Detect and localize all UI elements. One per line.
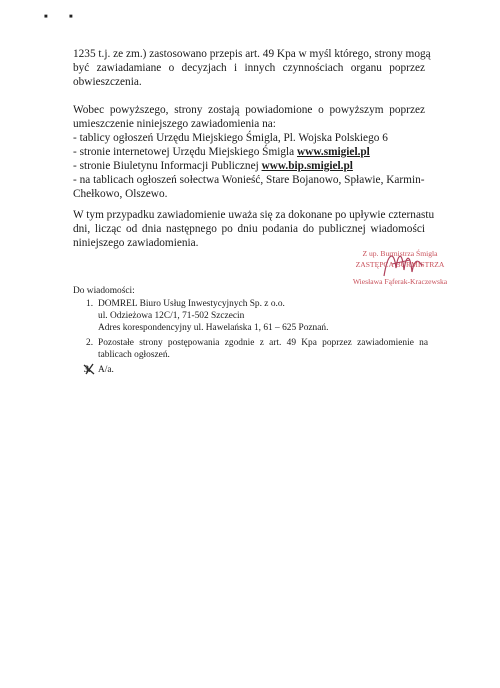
- list-item-village-boards: - na tablicach ogłoszeń sołectwa Wonieść, Stare Bojanowo, Spławie, Karmin-: [73, 174, 425, 186]
- scan-mark: ■: [44, 14, 48, 20]
- item-number: 2.: [86, 338, 94, 348]
- item-text: [98, 337, 428, 361]
- text-line: ul. Odzieżowa 12C/1, 71-502 Szczecin: [98, 311, 245, 321]
- paragraph-notification-places: [73, 103, 425, 201]
- distribution-heading: Do wiadomości:: [73, 286, 135, 296]
- text-line: niniejszego zawiadomienia.: [73, 237, 199, 249]
- text-line: 1235 t.j. ze zm.) zastosowano przepis art. 49 Kpa w myśl którego, strony mogą: [73, 48, 431, 60]
- paragraph-legal-basis: [73, 47, 431, 89]
- list-item-notice-board: - tablicy ogłoszeń Urzędu Miejskiego Śmigla, Pl. Wojska Polskiego 6: [73, 132, 388, 144]
- stamp-line: Wiesława Fąferak-Kraczewska: [352, 277, 448, 286]
- text-line: Chełkowo, Olszewo.: [73, 188, 168, 200]
- item-text: [98, 298, 428, 334]
- list-item-label: - stronie Biuletynu Informacji Publicznej: [73, 160, 262, 172]
- text-line: A/a.: [98, 365, 114, 375]
- text-line: być zawiadamiane o decyzjach i innych czynnościach organu poprzez: [73, 62, 425, 74]
- text-line: obwieszczenia.: [73, 76, 142, 88]
- list-item-website: [73, 145, 425, 159]
- text-line: Wobec powyższego, strony zostają powiadomione o powyższym poprzez: [73, 104, 425, 116]
- website-link[interactable]: www.smigiel.pl: [297, 146, 370, 158]
- text-line: tablicach ogłoszeń.: [98, 350, 170, 360]
- bip-link[interactable]: www.bip.smigiel.pl: [261, 160, 353, 172]
- item-text: [98, 364, 428, 376]
- stamp-line: Z up. Burmistrza Śmigla: [362, 249, 438, 258]
- scan-mark: ■: [69, 14, 73, 20]
- stamp-line: ZASTĘPCA BURMISTRZA: [355, 260, 445, 269]
- text-line: W tym przypadku zawiadomienie uważa się za dokonane po upływie czternastu: [73, 209, 435, 221]
- item-number: 1.: [86, 299, 94, 309]
- handwritten-signature: [380, 246, 430, 284]
- text-line: dni, licząc od dnia następnego po dniu podania do publicznej wiadomości: [73, 223, 425, 235]
- text-line: umieszczenie niniejszego zawiadomienia na:: [73, 118, 276, 130]
- list-item-label: - stronie internetowej Urzędu Miejskiego Śmigla: [73, 146, 298, 158]
- text-line: Adres korespondencyjny ul. Hawelańska 1, 61 – 625 Poznań.: [98, 323, 329, 333]
- list-item-bip: [73, 159, 425, 173]
- text-line: DOMREL Biuro Usług Inwestycyjnych Sp. z o.o.: [98, 299, 285, 309]
- item-number: 3.: [84, 365, 92, 375]
- paragraph-effective-date: [73, 208, 435, 250]
- text-line: Pozostałe strony postępowania zgodnie z art. 49 Kpa poprzez zawiadomienie na: [98, 338, 428, 348]
- distribution-list: [73, 285, 433, 375]
- handwritten-cross-mark: [82, 362, 96, 376]
